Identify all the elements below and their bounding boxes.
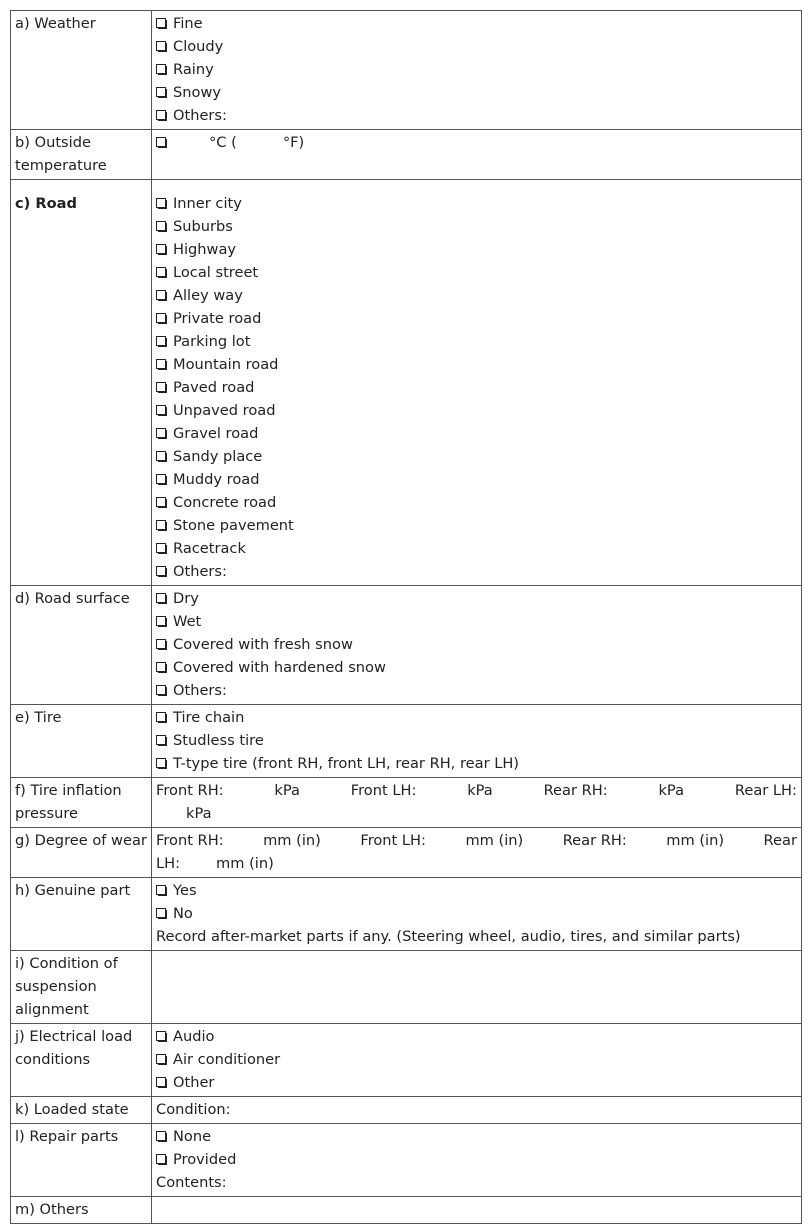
option-road-surface[interactable]: Wet [156, 610, 797, 633]
checkbox-icon[interactable] [156, 244, 168, 255]
checkbox-icon[interactable] [156, 290, 168, 301]
option-road-others[interactable]: Others: [156, 560, 797, 583]
repair-parts-label: l) Repair parts [11, 1124, 152, 1197]
tire-inflation-label: f) Tire inflation pressure [11, 778, 152, 828]
option-snowy[interactable]: Snowy [156, 81, 797, 104]
checkbox-icon[interactable] [156, 1131, 168, 1142]
option-yes[interactable]: Yes [156, 879, 797, 902]
checkbox-icon[interactable] [156, 685, 168, 696]
road-label: c) Road [11, 180, 152, 586]
checkbox-icon[interactable] [156, 198, 168, 209]
electrical-load-options [152, 1024, 802, 1097]
option-provided[interactable]: Provided [156, 1148, 797, 1171]
checkbox-icon[interactable] [156, 566, 168, 577]
vehicle-condition-form [10, 10, 802, 1224]
option-road[interactable]: Mountain road [156, 353, 797, 376]
row-loaded-state [11, 1097, 802, 1124]
checkbox-icon[interactable] [156, 451, 168, 462]
option-road[interactable]: Gravel road [156, 422, 797, 445]
road-options [152, 180, 802, 586]
row-tire-inflation [11, 778, 802, 828]
option-other[interactable]: Other [156, 1071, 797, 1094]
repair-parts-options [152, 1124, 802, 1197]
row-tire [11, 705, 802, 778]
row-degree-of-wear [11, 828, 802, 878]
row-others [11, 1197, 802, 1224]
option-tire[interactable]: Studless tire [156, 729, 797, 752]
checkbox-icon[interactable] [156, 87, 168, 98]
checkbox-icon[interactable] [156, 593, 168, 604]
option-road[interactable]: Unpaved road [156, 399, 797, 422]
checkbox-icon[interactable] [156, 758, 168, 769]
option-road[interactable]: Parking lot [156, 330, 797, 353]
option-road-surface-others[interactable]: Others: [156, 679, 797, 702]
option-weather-others[interactable]: Others: [156, 104, 797, 127]
weather-label: a) Weather [11, 11, 152, 130]
road-surface-options [152, 586, 802, 705]
option-road-surface[interactable]: Covered with fresh snow [156, 633, 797, 656]
option-road-surface[interactable]: Dry [156, 587, 797, 610]
checkbox-icon[interactable] [156, 908, 168, 919]
checkbox-icon[interactable] [156, 543, 168, 554]
row-road [11, 180, 802, 586]
outside-temperature-label: b) Outside temperature [11, 130, 152, 180]
checkbox-icon[interactable] [156, 359, 168, 370]
checkbox-icon[interactable] [156, 267, 168, 278]
repair-parts-contents: Contents: [156, 1174, 227, 1191]
option-road[interactable]: Alley way [156, 284, 797, 307]
row-road-surface [11, 586, 802, 705]
checkbox-icon[interactable] [156, 639, 168, 650]
checkbox-icon[interactable] [156, 18, 168, 29]
option-road[interactable]: Racetrack [156, 537, 797, 560]
option-road[interactable]: Muddy road [156, 468, 797, 491]
row-genuine-part [11, 878, 802, 951]
option-cloudy[interactable]: Cloudy [156, 35, 797, 58]
outside-temperature-value [152, 130, 802, 180]
checkbox-icon[interactable] [156, 1077, 168, 1088]
checkbox-icon[interactable] [156, 616, 168, 627]
checkbox-icon[interactable] [156, 428, 168, 439]
row-suspension [11, 951, 802, 1024]
option-road[interactable]: Paved road [156, 376, 797, 399]
option-no[interactable]: No [156, 902, 797, 925]
checkbox-icon[interactable] [156, 137, 168, 148]
option-tire[interactable]: T-type tire (front RH, front LH, rear RH, rear LH) [156, 752, 797, 775]
checkbox-icon[interactable] [156, 221, 168, 232]
option-fine[interactable]: Fine [156, 12, 797, 35]
option-road[interactable]: Private road [156, 307, 797, 330]
checkbox-icon[interactable] [156, 474, 168, 485]
checkbox-icon[interactable] [156, 336, 168, 347]
tire-label: e) Tire [11, 705, 152, 778]
others-value[interactable] [152, 1197, 802, 1224]
option-road[interactable]: Sandy place [156, 445, 797, 468]
tire-inflation-values: Front RH: kPa Front LH: kPa Rear RH: kPa Rear LH: kPa [152, 778, 802, 828]
fahrenheit-unit: °F) [282, 134, 305, 151]
row-outside-temperature [11, 130, 802, 180]
electrical-load-label: j) Electrical load conditions [11, 1024, 152, 1097]
others-label: m) Others [11, 1197, 152, 1224]
genuine-part-label: h) Genuine part [11, 878, 152, 951]
genuine-part-note: Record after-market parts if any. (Steering wheel, audio, tires, and similar parts) [156, 928, 741, 945]
checkbox-icon[interactable] [156, 662, 168, 673]
checkbox-icon[interactable] [156, 712, 168, 723]
option-tire[interactable]: Tire chain [156, 706, 797, 729]
row-repair-parts [11, 1124, 802, 1197]
degree-of-wear-label: g) Degree of wear [11, 828, 152, 878]
option-none[interactable]: None [156, 1125, 797, 1148]
row-weather [11, 11, 802, 130]
option-road[interactable]: Inner city [156, 192, 797, 215]
loaded-state-label: k) Loaded state [11, 1097, 152, 1124]
road-surface-label: d) Road surface [11, 586, 152, 705]
option-road[interactable]: Local street [156, 261, 797, 284]
genuine-part-options [152, 878, 802, 951]
option-road[interactable]: Concrete road [156, 491, 797, 514]
checkbox-icon[interactable] [156, 497, 168, 508]
suspension-value[interactable] [152, 951, 802, 1024]
degree-of-wear-values: Front RH: mm (in) Front LH: mm (in) Rear RH: mm (in) Rear LH: mm (in) [152, 828, 802, 878]
option-road-surface[interactable]: Covered with hardened snow [156, 656, 797, 679]
checkbox-icon[interactable] [156, 382, 168, 393]
checkbox-icon[interactable] [156, 1031, 168, 1042]
option-road[interactable]: Stone pavement [156, 514, 797, 537]
loaded-state-condition: Condition: [152, 1097, 802, 1124]
suspension-label: i) Condition of suspension alignment [11, 951, 152, 1024]
checkbox-icon[interactable] [156, 64, 168, 75]
celsius-unit: °C ( [209, 134, 237, 151]
option-audio[interactable]: Audio [156, 1025, 797, 1048]
checkbox-icon[interactable] [156, 735, 168, 746]
checkbox-icon[interactable] [156, 1054, 168, 1065]
checkbox-icon[interactable] [156, 885, 168, 896]
option-rainy[interactable]: Rainy [156, 58, 797, 81]
weather-options [152, 11, 802, 130]
option-air-conditioner[interactable]: Air conditioner [156, 1048, 797, 1071]
checkbox-icon[interactable] [156, 41, 168, 52]
checkbox-icon[interactable] [156, 313, 168, 324]
option-road[interactable]: Suburbs [156, 215, 797, 238]
option-road[interactable]: Highway [156, 238, 797, 261]
checkbox-icon[interactable] [156, 405, 168, 416]
checkbox-icon[interactable] [156, 1154, 168, 1165]
checkbox-icon[interactable] [156, 520, 168, 531]
row-electrical-load [11, 1024, 802, 1097]
checkbox-icon[interactable] [156, 110, 168, 121]
tire-options [152, 705, 802, 778]
